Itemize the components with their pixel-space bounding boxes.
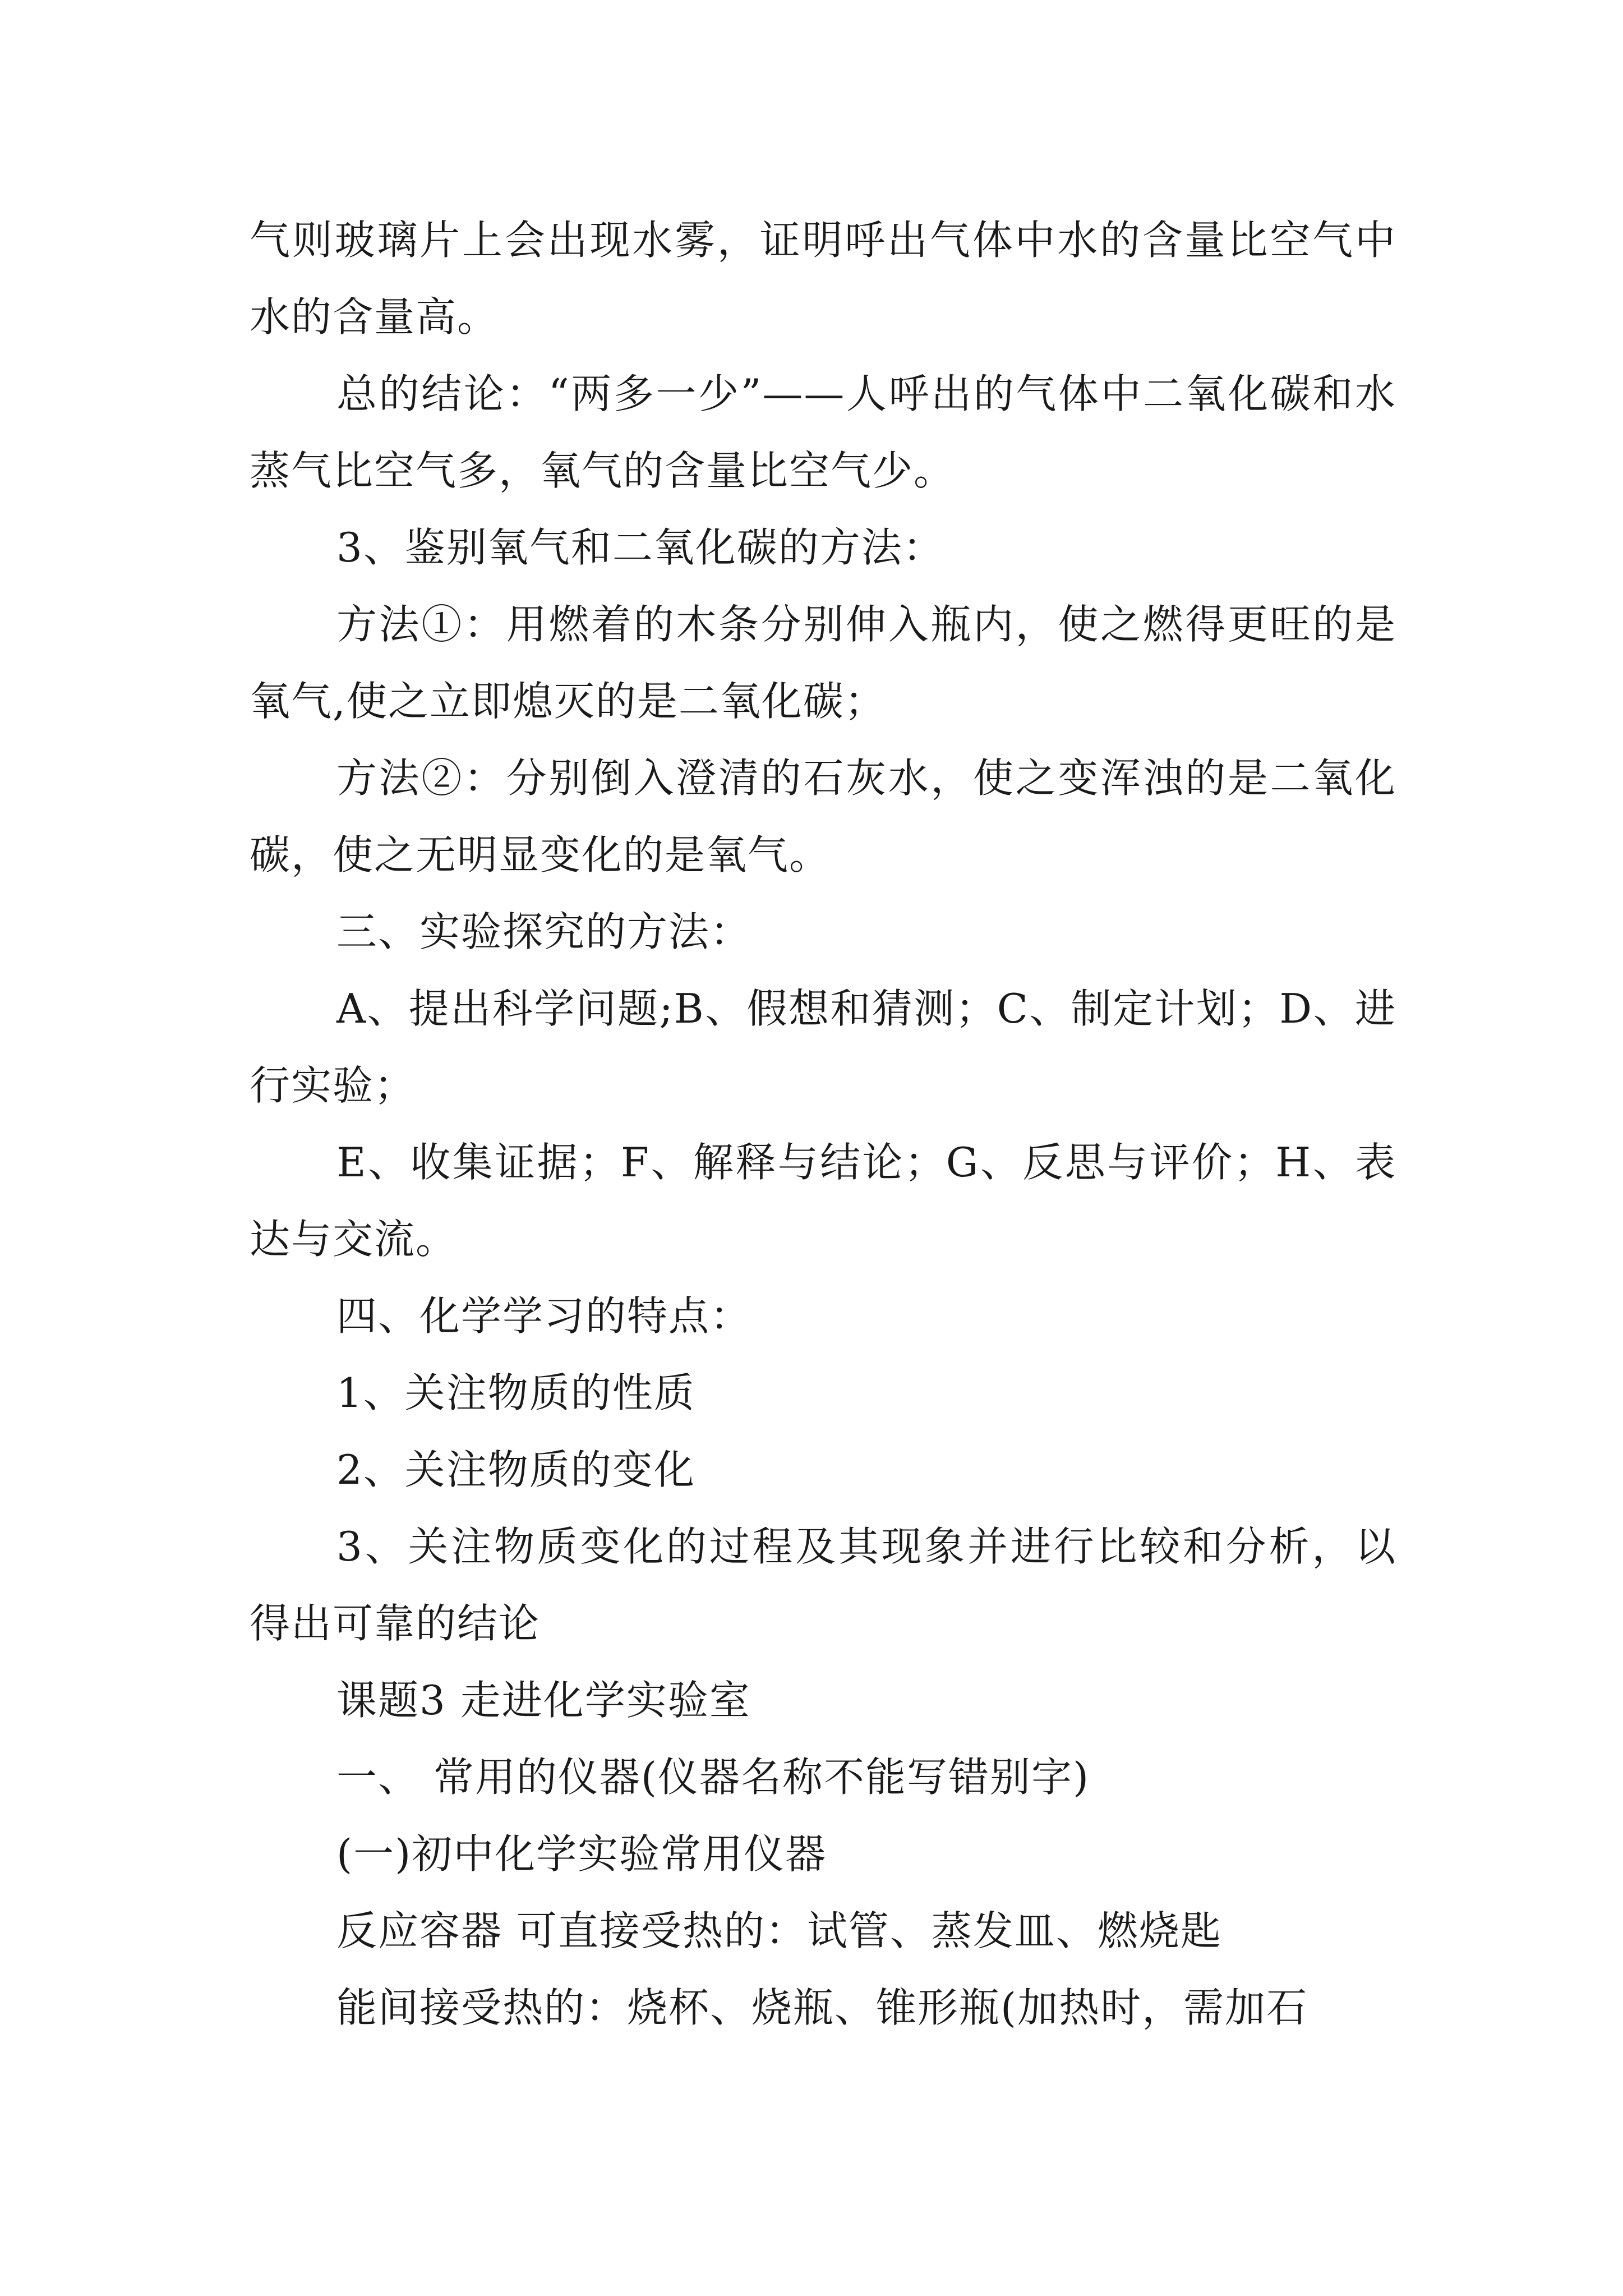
paragraph: 反应容器 可直接受热的：试管、蒸发皿、燃烧匙 <box>336 1907 1222 1954</box>
paragraph: 方法②：分别倒入澄清的石灰水，使之变浑浊的是二氧化碳，使之无明显变化的是氧气。 <box>250 754 1396 878</box>
list-item: 3、关注物质变化的过程及其现象并进行比较和分析，以得出可靠的结论 <box>250 1523 1396 1647</box>
section-heading: 一、 常用的仪器(仪器名称不能写错别字) <box>336 1754 1090 1801</box>
paragraph: 能间接受热的：烧杯、烧瓶、锥形瓶(加热时，需加石 <box>336 1984 1308 2031</box>
subsection-heading: (一)初中化学实验常用仪器 <box>336 1830 827 1878</box>
paragraph: 气则玻璃片上会出现水雾，证明呼出气体中水的含量比空气中水的含量高。 <box>250 217 1396 341</box>
paragraph: E、收集证据；F、解释与结论；G、反思与评价；H、表达与交流。 <box>250 1139 1396 1263</box>
paragraph: 方法①：用燃着的木条分别伸入瓶内，使之燃得更旺的是氧气,使之立即熄灭的是二氧化碳； <box>250 601 1396 725</box>
list-item: 2、关注物质的变化 <box>336 1446 695 1493</box>
section-heading: 四、化学学习的特点： <box>336 1292 752 1340</box>
paragraph: 总的结论：“两多一少”——人呼出的气体中二氧化碳和水蒸气比空气多，氧气的含量比空气少。 <box>250 370 1396 494</box>
paragraph: 3、鉴别氧气和二氧化碳的方法： <box>336 524 944 571</box>
section-heading: 三、实验探究的方法： <box>336 908 752 955</box>
lesson-title: 课题3 走进化学实验室 <box>336 1677 751 1724</box>
list-item: 1、关注物质的性质 <box>336 1369 695 1416</box>
paragraph: A、提出科学问题;B、假想和猜测；C、制定计划；D、进行实验； <box>250 985 1396 1109</box>
document-body <box>250 202 1396 2046</box>
